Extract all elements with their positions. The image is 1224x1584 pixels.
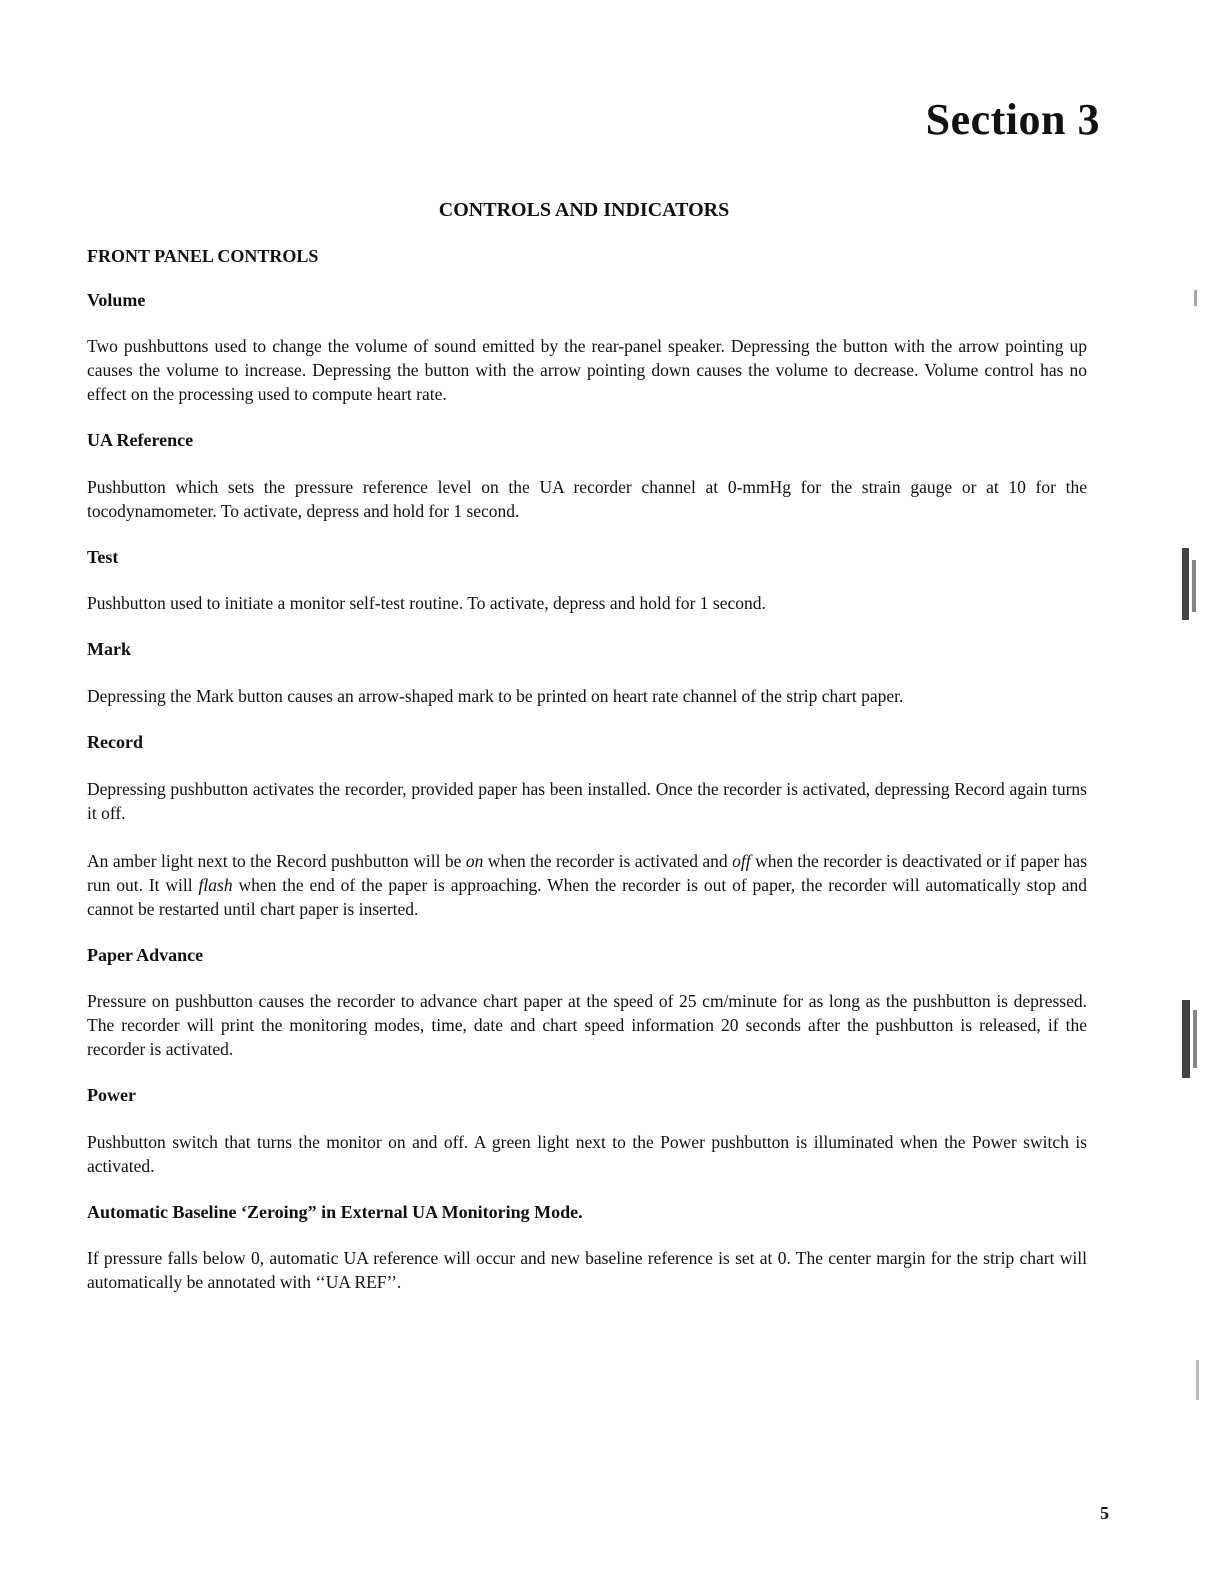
control-description: Depressing pushbutton activates the recorder, provided paper has been installed. Once the recorder is activated, depressing Record again turns it off.	[87, 778, 1087, 823]
control-heading: Automatic Baseline ‘Zeroing” in External UA Monitoring Mode.	[87, 1201, 583, 1222]
control-description: Pushbutton switch that turns the monitor on and off. A green light next to the Power pushbutton is illuminated when the Power switch is activated.	[87, 1131, 1087, 1176]
scan-artifact	[1196, 1360, 1199, 1400]
control-heading: Mark	[87, 639, 131, 660]
major-heading: FRONT PANEL CONTROLS	[87, 246, 319, 266]
scan-artifact	[1182, 1000, 1190, 1078]
control-record	[87, 732, 1087, 921]
page-content	[87, 246, 1087, 1318]
control-description: If pressure falls below 0, automatic UA reference will occur and new baseline reference is set at 0. The center margin for the strip chart will automatically be annotated with ‘‘UA REF’’.	[87, 1248, 1087, 1293]
control-ua-reference	[87, 430, 1087, 523]
control-description: Pushbutton which sets the pressure reference level on the UA recorder channel at 0-mmHg for the strain gauge or at 10 for the tocodynamometer. To activate, depress and hold for 1 second.	[87, 476, 1087, 521]
control-heading: Power	[87, 1085, 136, 1106]
scan-artifact	[1192, 560, 1196, 612]
emphasis-text: off	[732, 850, 751, 871]
control-description: Depressing the Mark button causes an arrow-shaped mark to be printed on heart rate channel of the strip chart paper.	[87, 685, 904, 706]
emphasis-text: on	[465, 850, 484, 871]
scan-artifact	[1182, 548, 1189, 620]
control-volume	[87, 290, 1087, 407]
control-heading: Record	[87, 731, 143, 752]
control-description: Two pushbuttons used to change the volume of sound emitted by the rear-panel speaker. Depressing the button with the arrow pointing up causes the volume to increase. Depressing the button with the arrow pointing down causes the volume to decrease. Volume control has no effect on the processing used to compute heart rate.	[87, 336, 1087, 405]
section-title: Section 3	[925, 95, 1100, 144]
emphasis-text: flash	[198, 874, 233, 895]
control-heading: Paper Advance	[87, 944, 204, 965]
control-test	[87, 547, 1087, 616]
control-description: Pressure on pushbutton causes the recorder to advance chart paper at the speed of 25 cm/minute for as long as the pushbutton is depressed. The recorder will print the monitoring modes, time, date and chart speed information 20 seconds after the pushbutton is released, if the recorder is activated.	[87, 991, 1087, 1060]
control-description-amber-light: An amber light next to the Record pushbutton will be on when the recorder is activated and off when the recorder is deactivated or if paper has run out. It will flash when the end of the paper is approaching. When the recorder is out of paper, the recorder will automatically stop and cannot be restarted until chart paper is inserted.	[87, 850, 1088, 919]
scan-artifact	[1194, 290, 1197, 306]
control-heading: Test	[87, 546, 119, 567]
control-paper-advance	[87, 945, 1087, 1062]
control-description: Pushbutton used to initiate a monitor self-test routine. To activate, depress and hold for 1 second.	[87, 593, 766, 614]
control-heading: Volume	[87, 289, 146, 310]
chapter-heading: CONTROLS AND INDICATORS	[438, 199, 730, 221]
control-power	[87, 1085, 1087, 1178]
page-number: 5	[1100, 1503, 1109, 1523]
scan-artifact	[1193, 1010, 1197, 1068]
control-automatic-baseline	[87, 1202, 1087, 1295]
control-heading: UA Reference	[87, 430, 194, 451]
control-mark	[87, 639, 1087, 708]
